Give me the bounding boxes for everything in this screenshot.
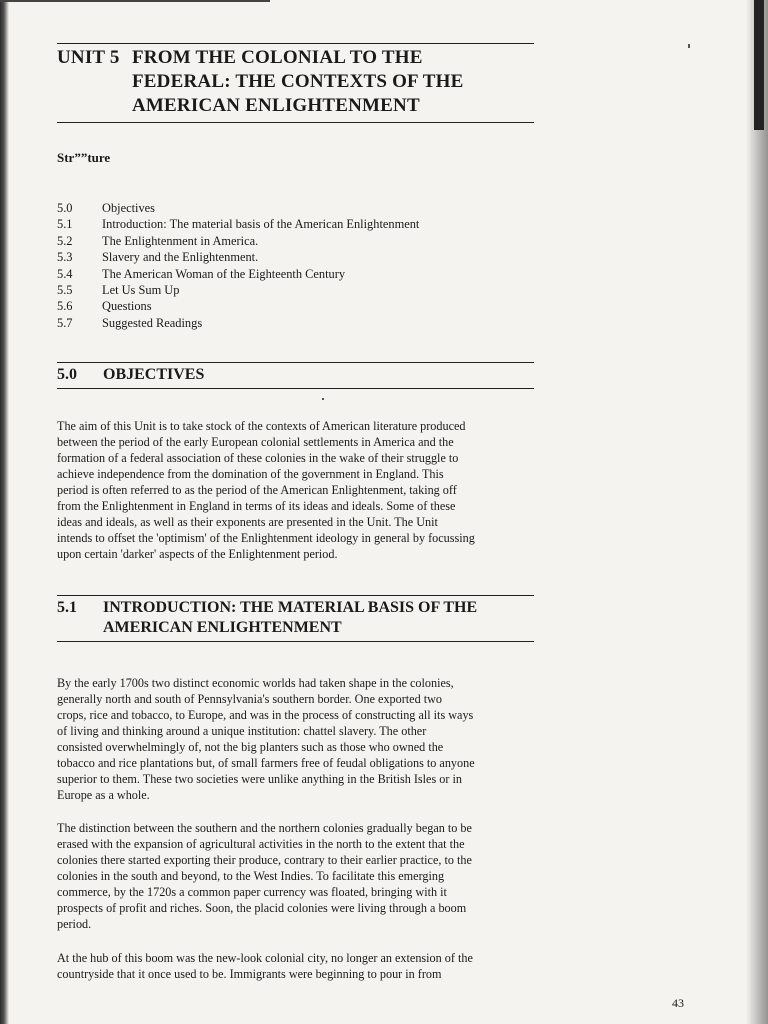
structure-heading: Str””ture — [57, 150, 111, 165]
section-title — [103, 598, 477, 638]
text-line: crops, rice and tobacco, to Europe, and was in the process of constructing all its ways — [57, 708, 474, 722]
structure-item-number: 5.1 — [57, 217, 73, 232]
introduction-paragraph-1 — [57, 675, 533, 803]
text-line: At the hub of this boom was the new-look colonial city, no longer an extension of the — [57, 951, 473, 965]
text-line: colonies there started exporting their produce, contrary to their earlier practice, to the — [57, 853, 472, 867]
section-title-line: AMERICAN ENLIGHTENMENT — [103, 619, 342, 636]
structure-item-label: Slavery and the Enlightenment. — [102, 250, 259, 265]
structure-item — [57, 282, 517, 298]
text-line: Europe as a whole. — [57, 788, 150, 802]
text-line: erased with the expansion of agricultural activities in the north to the extent that the — [57, 837, 465, 851]
top-rule — [0, 0, 270, 2]
text-line: commerce, by the 1720s a common paper currency was floated, bringing with it — [57, 885, 447, 899]
introduction-paragraph-3 — [57, 950, 533, 982]
structure-item-number: 5.5 — [57, 283, 73, 298]
text-line: generally north and south of Pennsylvania's southern border. One exported two — [57, 692, 443, 706]
structure-item-number: 5.4 — [57, 266, 73, 281]
unit-title — [132, 46, 534, 118]
structure-item — [57, 315, 517, 331]
structure-list — [57, 200, 517, 331]
section-number: 5.1 — [57, 599, 77, 616]
objectives-paragraph — [57, 418, 533, 562]
text-line: period. — [57, 917, 92, 931]
scan-edge-left — [0, 0, 9, 1024]
structure-item-label: The Enlightenment in America. — [102, 233, 259, 248]
section-number: 5.0 — [57, 366, 77, 383]
text-line: prospects of profit and riches. Soon, the placid colonies were living through a boom — [57, 901, 467, 915]
structure-item-number: 5.0 — [57, 201, 73, 215]
text-line: period is often referred to as the period of the American Enlightenment, taking off — [57, 483, 457, 497]
text-line: from the Enlightenment in England in terms of its ideas and ideals. Some of these — [57, 499, 456, 513]
structure-item-label: Suggested Readings — [102, 315, 203, 330]
structure-item-label: Let Us Sum Up — [102, 283, 180, 298]
text-line: achieve independence from the domination of the government in England. This — [57, 467, 444, 481]
structure-item — [57, 249, 517, 265]
text-line: The distinction between the southern and the northern colonies gradually began to be — [57, 821, 472, 835]
text-line: colonies in the south and beyond, to the West Indies. To facilitate this emerging — [57, 869, 445, 883]
text-line: The aim of this Unit is to take stock of the contexts of American literature produced — [57, 419, 466, 433]
structure-item-number: 5.7 — [57, 315, 73, 330]
text-line: countryside that it once used to be. Immigrants were beginning to pour in from — [57, 967, 442, 981]
text-line: By the early 1700s two distinct economic worlds had taken shape in the colonies, — [57, 676, 454, 690]
structure-item — [57, 298, 517, 314]
page-number: 43 — [672, 996, 684, 1010]
text-line: consisted overwhelmingly of, not the big planters such as those who owned the — [57, 740, 444, 754]
scan-binding-mark — [754, 0, 764, 130]
structure-item — [57, 266, 517, 282]
structure-item-number: 5.6 — [57, 299, 73, 314]
text-line: intends to offset the 'optimism' of the Enlightenment ideology in general by focussing — [57, 531, 475, 545]
structure-item — [57, 233, 517, 249]
text-line: of living and thinking around a unique institution: chattel slavery. The other — [57, 724, 427, 738]
structure-item-number: 5.3 — [57, 250, 73, 265]
section-heading-objectives — [57, 362, 534, 389]
structure-item — [57, 216, 517, 232]
unit-header — [57, 43, 534, 123]
structure-item-label: Questions — [102, 299, 152, 314]
structure-item-number: 5.2 — [57, 233, 73, 248]
scan-edge-right — [746, 0, 768, 1024]
structure-item-label: Objectives — [102, 201, 155, 215]
structure-item-label: Introduction: The material basis of the American Enlightenment — [102, 217, 420, 232]
section-title-line: INTRODUCTION: THE MATERIAL BASIS OF THE — [103, 599, 478, 616]
text-line: superior to them. These two societies were unlike anything in the British Isles or in — [57, 772, 462, 786]
text-line: upon certain 'darker' aspects of the Enlightenment period. — [57, 547, 338, 561]
section-title-line: OBJECTIVES — [103, 366, 205, 383]
unit-title-line: FEDERAL: THE CONTEXTS OF THE — [132, 71, 464, 92]
introduction-paragraph-2 — [57, 820, 533, 932]
unit-title-line: FROM THE COLONIAL TO THE — [132, 47, 423, 68]
text-line: ideas and ideals, as well as their exponents are presented in the Unit. The Unit — [57, 515, 438, 529]
section-heading-introduction — [57, 595, 534, 642]
section-title — [103, 365, 204, 385]
structure-item — [57, 200, 517, 216]
text-line: between the period of the early European colonial settlements in America and the — [57, 435, 454, 449]
text-line: tobacco and rice plantations but, of small farmers free of feudal obligations to anyone — [57, 756, 475, 770]
scan-speck — [688, 44, 690, 48]
unit-number: UNIT 5 — [57, 47, 120, 68]
unit-title-line: AMERICAN ENLIGHTENMENT — [132, 95, 420, 116]
text-line: formation of a federal association of these colonies in the wake of their struggle to — [57, 451, 459, 465]
structure-item-label: The American Woman of the Eighteenth Century — [102, 266, 346, 281]
scan-speck — [322, 398, 324, 400]
